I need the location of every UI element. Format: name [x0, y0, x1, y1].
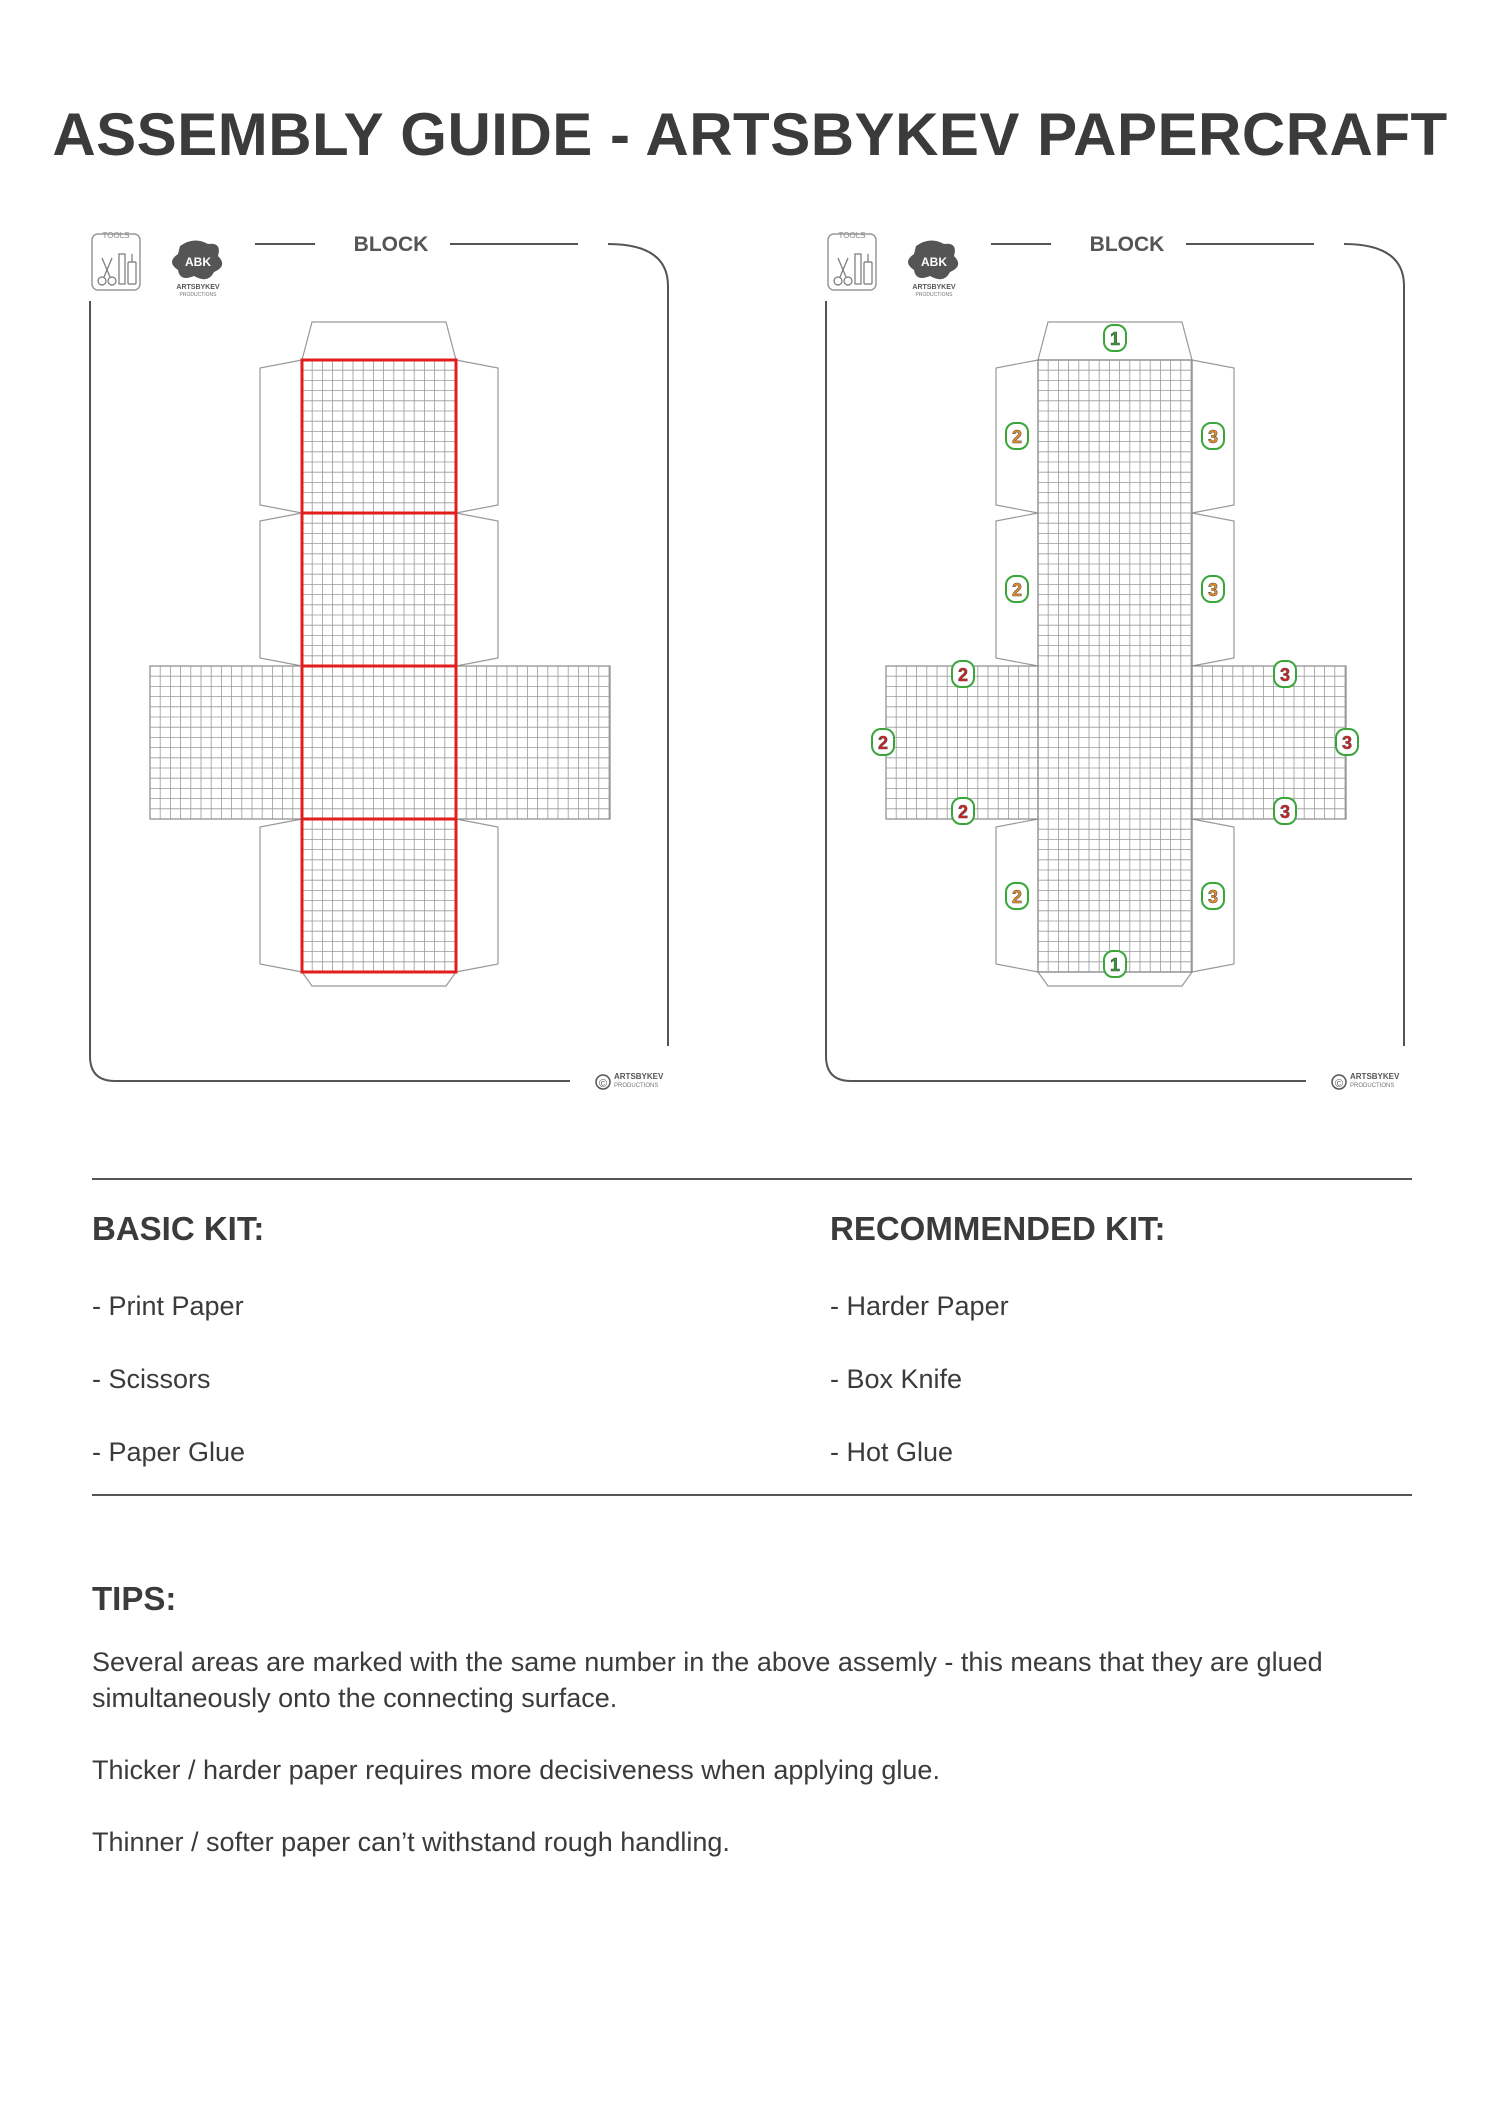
svg-text:3: 3 — [1279, 665, 1291, 685]
glue-marker-left — [952, 798, 974, 824]
artsbykev-logo — [172, 240, 222, 298]
tools-badge — [92, 231, 140, 290]
tips-section — [92, 1580, 1422, 1860]
ruler-icon — [119, 254, 125, 284]
tab-left — [260, 819, 302, 972]
basic-kit — [92, 1210, 264, 1467]
glue-marker-bottom — [1104, 951, 1126, 977]
tab-bottom — [302, 972, 456, 986]
recommended-kit-heading: RECOMMENDED KIT: — [830, 1210, 1166, 1247]
glue-marker-right — [1274, 798, 1296, 824]
tip-paragraph: Thinner / softer paper can’t withstand rough handling. — [92, 1827, 730, 1857]
glue-marker-right — [1336, 729, 1358, 755]
glue-marker-left — [1006, 423, 1028, 449]
net-right-wing-grid — [1192, 666, 1346, 819]
papercraft-sheet-glue-order — [826, 226, 1500, 1090]
svg-text:3: 3 — [1207, 580, 1219, 600]
logo-brand: ARTSBYKEV — [176, 284, 220, 291]
page-title: ASSEMBLY GUIDE - ARTSBYKEV PAPERCRAFT — [52, 101, 1448, 168]
svg-text:2: 2 — [1011, 580, 1023, 600]
net-left-wing-grid — [150, 666, 302, 819]
ruler-icon — [855, 254, 861, 284]
copyright-symbol: © — [598, 1078, 608, 1090]
sheet-frame-right — [1341, 244, 1404, 1046]
tools-badge — [828, 231, 876, 290]
tab-top — [302, 322, 456, 360]
svg-text:2: 2 — [957, 802, 969, 822]
tab-right — [456, 819, 498, 972]
svg-text:1: 1 — [1109, 955, 1121, 975]
copyright-brand: ARTSBYKEV — [1350, 1072, 1400, 1081]
cube-net — [886, 322, 1346, 986]
svg-text:3: 3 — [1207, 887, 1219, 907]
artsbykev-logo — [908, 240, 958, 298]
copyright-sub: PRODUCTIONS — [614, 1083, 659, 1089]
list-item: - Paper Glue — [92, 1437, 246, 1467]
svg-text:2: 2 — [1011, 887, 1023, 907]
logo-brand: ARTSBYKEV — [912, 284, 956, 291]
list-item: - Box Knife — [830, 1364, 963, 1394]
glue-icon — [864, 254, 872, 284]
copyright-badge — [1332, 1072, 1400, 1090]
papercraft-sheet-fold-lines — [90, 226, 820, 1090]
copyright-brand: ARTSBYKEV — [614, 1072, 664, 1081]
divider-top — [92, 1178, 1412, 1180]
glue-marker-right — [1274, 661, 1296, 687]
sheet-svg-right — [826, 226, 1500, 1090]
tip-paragraph: Thicker / harder paper requires more decisiveness when applying glue. — [92, 1755, 940, 1785]
list-item: - Scissors — [92, 1364, 211, 1394]
svg-text:2: 2 — [957, 665, 969, 685]
glue-marker-left — [1006, 576, 1028, 602]
sheet-heading: BLOCK — [1089, 233, 1165, 256]
svg-text:2: 2 — [877, 733, 889, 753]
recommended-kit-list — [830, 1291, 1166, 1467]
svg-text:1: 1 — [1109, 329, 1121, 349]
tools-label: TOOLS — [102, 231, 130, 240]
svg-text:3: 3 — [1207, 427, 1219, 447]
glue-marker-left — [1006, 883, 1028, 909]
glue-marker-right — [1202, 883, 1224, 909]
glue-icon — [128, 254, 136, 284]
copyright-sub: PRODUCTIONS — [1350, 1083, 1395, 1089]
tab-right — [456, 360, 498, 513]
tab-left — [260, 513, 302, 666]
logo-text: ABK — [185, 255, 211, 269]
tab-left — [260, 360, 302, 513]
cube-net — [150, 322, 610, 986]
sheet-svg-left — [90, 226, 820, 1090]
logo-sub: PRODUCTIONS — [179, 292, 217, 298]
glue-marker-right — [1202, 576, 1224, 602]
sheet-heading: BLOCK — [353, 233, 429, 256]
svg-text:3: 3 — [1341, 733, 1353, 753]
tip-paragraph: Several areas are marked with the same number in the above assemly - this means that they are glued simultaneously onto the connecting surface. — [92, 1647, 1323, 1713]
glue-marker-left — [872, 729, 894, 755]
recommended-kit — [830, 1210, 1166, 1467]
svg-text:3: 3 — [1279, 802, 1291, 822]
net-right-wing-grid — [456, 666, 610, 819]
tips-heading: TIPS: — [92, 1580, 177, 1617]
scissors-icon — [98, 258, 116, 285]
net-left-wing-grid — [886, 666, 1038, 819]
glue-marker-top — [1104, 325, 1126, 351]
copyright-badge — [596, 1072, 664, 1090]
copyright-symbol: © — [1334, 1078, 1344, 1090]
glue-markers — [872, 325, 1358, 977]
tools-label: TOOLS — [838, 231, 866, 240]
list-item: - Print Paper — [92, 1291, 244, 1321]
net-column-grid — [1038, 360, 1192, 972]
divider-bottom — [92, 1494, 1412, 1496]
list-item: - Harder Paper — [830, 1291, 1009, 1321]
glue-marker-left — [952, 661, 974, 687]
logo-text: ABK — [921, 255, 947, 269]
basic-kit-heading: BASIC KIT: — [92, 1210, 265, 1247]
scissors-icon — [834, 258, 852, 285]
sheet-frame-right — [608, 244, 668, 1046]
basic-kit-list — [92, 1291, 264, 1467]
logo-sub: PRODUCTIONS — [915, 292, 953, 298]
tab-right — [456, 513, 498, 666]
list-item: - Hot Glue — [830, 1437, 954, 1467]
glue-marker-right — [1202, 423, 1224, 449]
svg-text:2: 2 — [1011, 427, 1023, 447]
